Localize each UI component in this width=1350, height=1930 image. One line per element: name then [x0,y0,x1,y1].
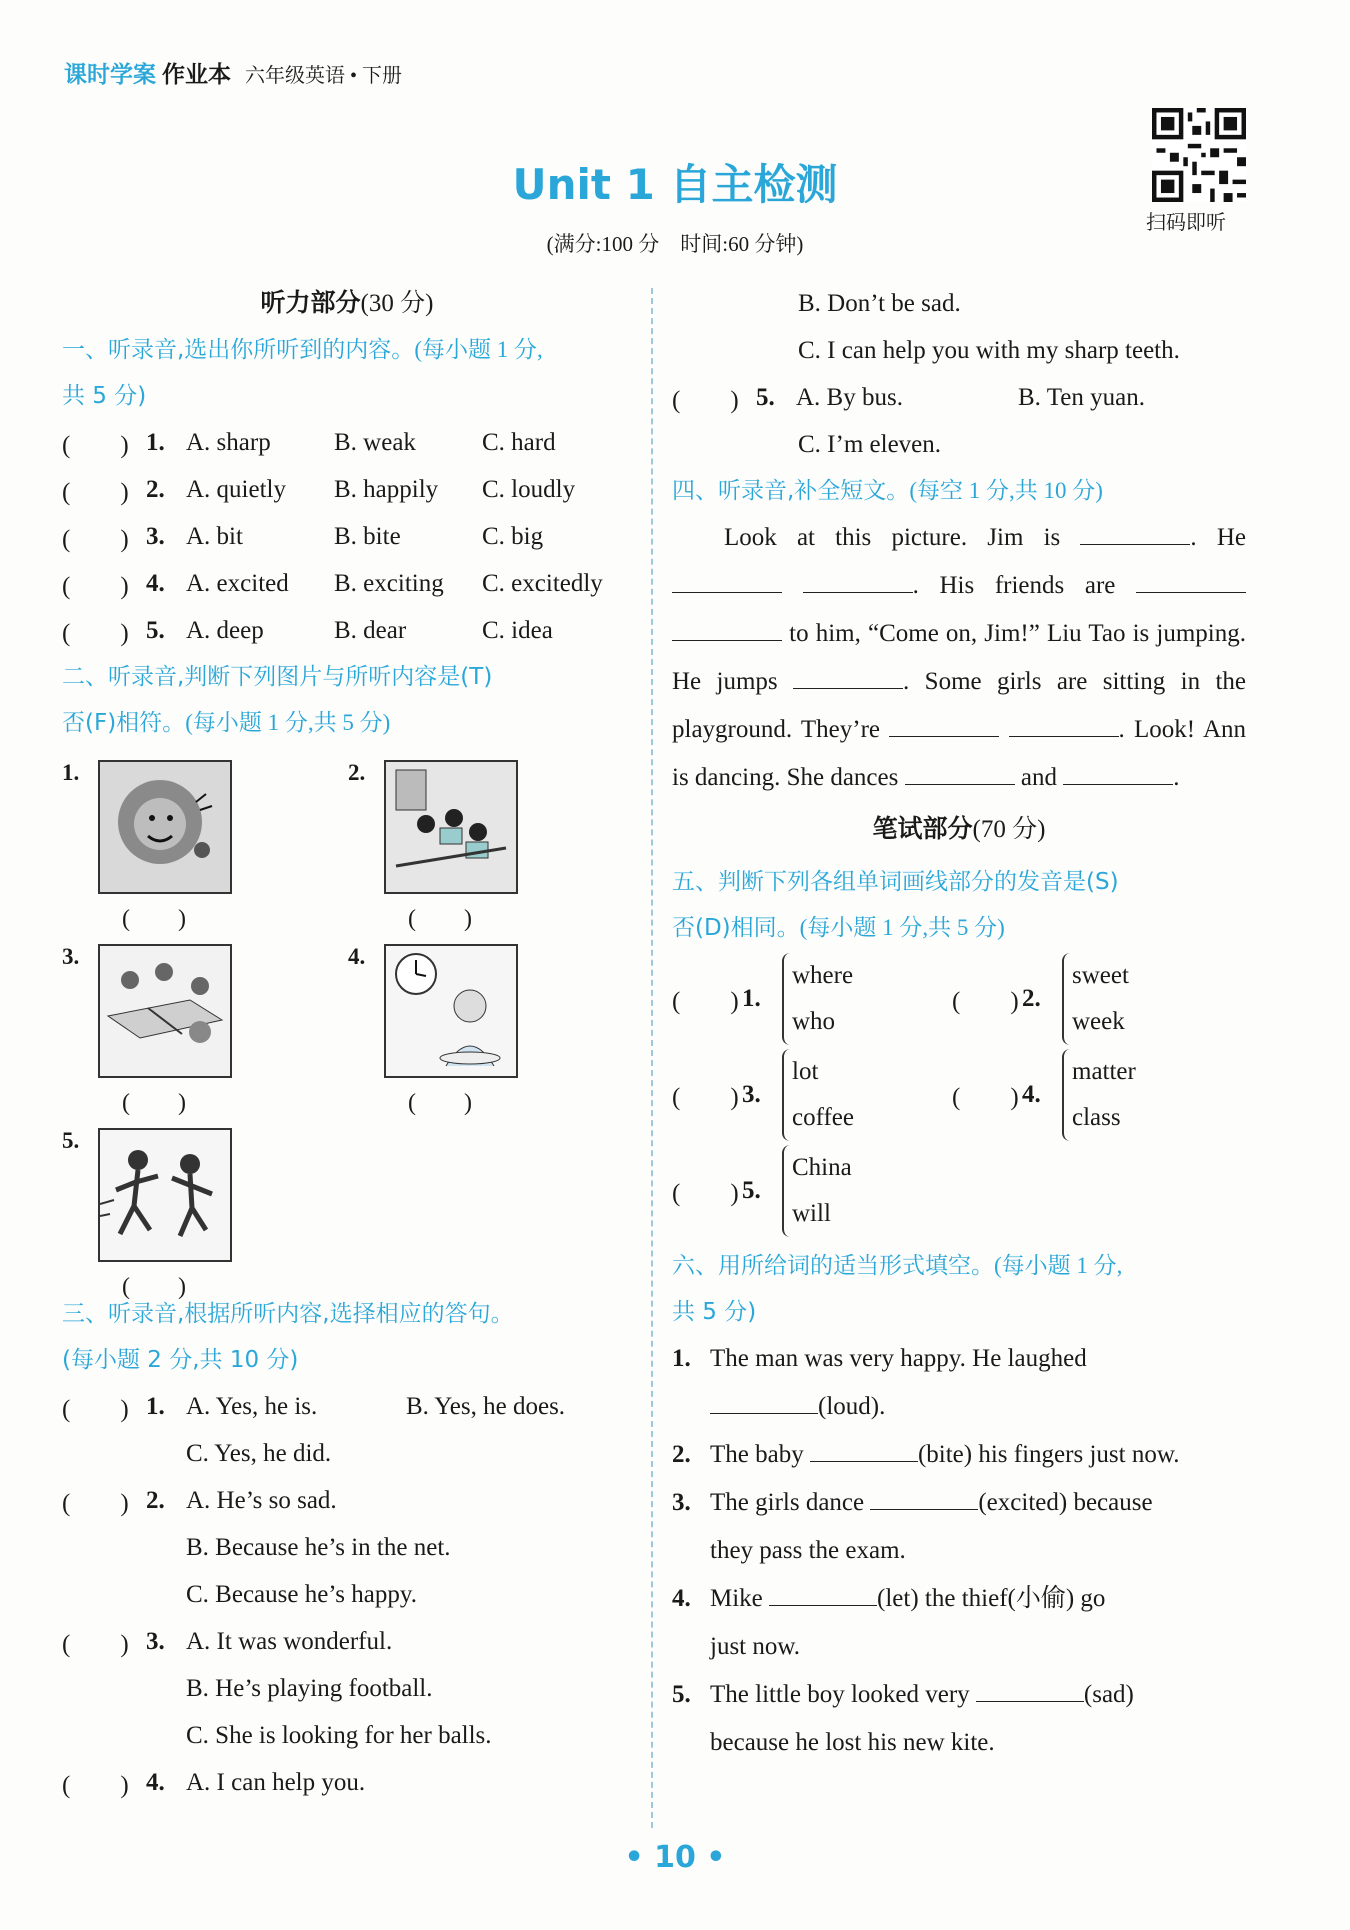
choice-option-row [62,1430,632,1477]
answer-blank[interactable]: ( ) [122,1090,186,1116]
fill-blank[interactable] [976,1675,1084,1702]
word: coffee [792,1104,854,1131]
option-b[interactable]: B. happily [334,475,439,503]
option-a[interactable]: A. quietly [186,475,286,503]
section-5-heading-cont: 否(D)相同。 [672,915,800,941]
question-number: 1. [146,428,165,456]
part-name: 笔试部分 [872,814,973,843]
option-a[interactable]: A. deep [186,616,264,644]
answer-blank[interactable]: ( ) [408,1090,472,1116]
question-number: 3. [742,1081,761,1108]
qr-code-icon[interactable] [1152,108,1246,202]
pronunciation-row [672,1047,1246,1143]
answer-blank[interactable]: ( ) [408,906,472,932]
section-4-title [672,468,1246,514]
fill-blank[interactable] [905,758,1015,785]
passage-text: . Some girls are sitting in the playground. They’re [672,668,1246,743]
answer-blank[interactable]: ( ) [62,431,129,459]
fill-blank[interactable] [1009,710,1119,737]
header [64,56,402,89]
section-3-note: (每小题 2 分,共 10 分) [62,1347,299,1373]
choice-question [62,607,632,654]
question-number: 1. [672,1345,691,1372]
fill-question [672,1431,1246,1479]
choice-question [62,419,632,466]
option-c[interactable]: C. Because he’s happy. [186,1580,417,1608]
page-number: • 10 • [624,1840,726,1875]
option-a[interactable]: A. excited [186,569,289,597]
column-divider [651,288,653,1828]
passage-text: and [1014,764,1064,791]
picture-number: 1. [62,760,80,785]
choice-option-row [62,1712,632,1759]
passage-text: to him, “Come on, Jim!” Liu Tao is jumping. He jumps [672,620,1246,695]
section-1-note: (每小题 1 分, [414,337,543,362]
option-b[interactable]: B. Because he’s in the net. [186,1533,451,1561]
part-points: (30 分) [360,290,434,317]
option-b[interactable]: B. dear [334,616,407,644]
word: week [1072,1008,1125,1035]
choice-option-row [672,421,1246,468]
question-number: 4. [146,1768,165,1796]
option-c[interactable]: C. I can help you with my sharp teeth. [798,336,1180,364]
answer-blank[interactable]: ( ) [62,1395,129,1423]
answer-blank[interactable]: ( ) [62,572,129,600]
answer-blank[interactable]: ( ) [672,1084,739,1111]
section-4-heading: 四、听录音,补全短文。 [672,478,910,504]
section-6-note: (每小题 1 分, [994,1253,1123,1278]
choice-option-row [62,1665,632,1712]
pronunciation-row [672,951,1246,1047]
pronunciation-row [672,1143,1246,1239]
question-text: (bite) his fingers just now. [917,1441,1180,1468]
answer-blank[interactable]: ( ) [62,1630,129,1658]
fill-blank[interactable] [793,662,903,689]
question-text: The baby [710,1441,810,1468]
fill-blank[interactable] [1136,566,1246,593]
fill-blank[interactable] [870,1483,978,1510]
answer-blank[interactable]: ( ) [952,1084,1019,1111]
page-title: Unit 1 自主检测 [512,160,838,209]
option-b[interactable]: B. He’s playing football. [186,1674,433,1702]
choice-question [62,1383,632,1430]
question-number: 2. [146,475,165,503]
question-number: 5. [756,383,775,411]
answer-blank[interactable]: ( ) [62,478,129,506]
boy-eating-clock-icon [384,944,518,1078]
question-text: The little boy looked very [710,1681,976,1708]
choice-question [62,466,632,513]
answer-blank[interactable]: ( ) [62,1771,129,1799]
section-3-title: 三、听录音,根据所听内容,选择相应的答句。 [62,1301,514,1327]
fill-blank[interactable] [672,566,782,593]
option-a[interactable]: A. By bus. [796,383,903,411]
choice-question [62,1618,632,1665]
question-text: (let) the thief(小偷) go [877,1585,1106,1612]
fill-question [672,1335,1246,1383]
option-c[interactable]: C. idea [482,616,553,644]
answer-blank[interactable]: ( ) [952,988,1019,1015]
fill-blank[interactable] [803,566,913,593]
question-number: 2. [1022,985,1041,1012]
word-pair [782,953,918,1045]
option-c[interactable]: C. I’m eleven. [798,430,942,458]
choice-question [62,560,632,607]
fill-blank[interactable] [1080,518,1190,545]
qr-caption: 扫码即听 [1146,212,1226,234]
section-1-title [62,327,632,373]
question-number: 4. [146,569,165,597]
option-a[interactable]: A. sharp [186,428,271,456]
option-b[interactable]: B. bite [334,522,401,550]
choice-question [62,1759,632,1806]
option-b[interactable]: B. Don’t be sad. [798,289,961,317]
option-b[interactable]: B. Yes, he does. [406,1392,566,1420]
option-c[interactable]: C. She is looking for her balls. [186,1721,492,1749]
word: will [792,1200,831,1227]
option-c[interactable]: C. excitedly [482,569,603,597]
answer-blank[interactable]: ( ) [672,988,739,1015]
section-1-items [62,419,632,654]
right-column [672,280,1246,1767]
passage-text: Look at this picture. Jim is [724,524,1081,551]
question-text: The girls dance [710,1489,871,1516]
choice-option-row [62,1571,632,1618]
fill-question [672,1671,1246,1719]
option-b[interactable]: B. exciting [334,569,444,597]
fill-blank[interactable] [1063,758,1173,785]
passage-text: . Look! Ann is dancing. She dances [672,716,1247,791]
choice-option-row [672,280,1246,327]
answer-blank[interactable]: ( ) [672,386,739,414]
question-text: The man was very happy. He laughed [710,1345,1087,1372]
section-6-title [672,1243,1246,1289]
choice-option-row [672,327,1246,374]
fill-question-cont: just now. [710,1633,801,1660]
question-text: (excited) because [978,1489,1153,1516]
word-pair [1062,953,1129,1045]
option-a[interactable]: A. bit [186,522,243,550]
brand-name: 课时学案 [64,62,156,88]
fill-blank[interactable] [810,1435,918,1462]
choice-question [672,374,1246,421]
picture-grid [62,746,632,1300]
option-c[interactable]: C. loudly [482,475,576,503]
fill-blank[interactable] [710,1387,818,1414]
section-1-heading: 一、听录音,选出你所听到的内容。 [62,337,415,363]
question-text: (sad) [1083,1681,1134,1708]
picture-number: 2. [348,760,366,785]
choice-question [62,1477,632,1524]
section-2-heading-cont: 否(F)相符。 [62,710,186,736]
answer-blank[interactable]: ( ) [62,1489,129,1517]
word: who [792,1008,836,1035]
word-pair [782,1049,918,1141]
fill-blank[interactable] [672,614,782,641]
section-5-title-cont [672,905,1246,951]
question-number: 2. [672,1441,691,1468]
book-subtitle: 六年级英语 • 下册 [245,65,403,87]
option-b[interactable]: B. weak [334,428,416,456]
question-number: 5. [742,1177,761,1204]
choice-question [62,513,632,560]
picture-number: 3. [62,944,80,969]
option-a[interactable]: A. I can help you. [186,1768,366,1796]
fill-question [672,1479,1246,1527]
question-text: (loud). [818,1393,886,1420]
fill-question [672,1575,1246,1623]
passage-text: . [1173,764,1180,791]
question-number: 3. [146,1627,165,1655]
question-number: 4. [1022,1081,1041,1108]
section-5-note: (每小题 1 分,共 5 分) [799,915,1005,940]
question-number: 3. [672,1489,691,1516]
option-c[interactable]: C. big [482,522,544,550]
children-running-icon [98,1128,232,1262]
question-number: 2. [146,1486,165,1514]
section-2-note: (每小题 1 分,共 5 分) [185,710,391,735]
word: where [792,962,854,989]
section-3-items [62,1383,632,1806]
fill-question-cont [672,1383,1246,1431]
fill-question-cont: they pass the exam. [710,1537,906,1564]
book-name: 作业本 [162,62,231,88]
option-a[interactable]: A. It was wonderful. [186,1627,393,1655]
section-2-title-cont [62,700,632,746]
question-number: 1. [742,985,761,1012]
question-number: 1. [146,1392,165,1420]
answer-blank[interactable]: ( ) [62,525,129,553]
exam-info: (满分:100 分 时间:60 分钟) [546,232,804,256]
answer-blank[interactable]: ( ) [122,1274,186,1300]
cloze-passage [672,514,1246,802]
fill-blank[interactable] [889,710,999,737]
section-6-heading: 六、用所给词的适当形式填空。 [672,1253,994,1279]
picture-number: 4. [348,944,366,969]
fill-question-cont: because he lost his new kite. [710,1729,995,1756]
answer-blank[interactable]: ( ) [122,906,186,932]
choice-option-row [62,1524,632,1571]
word: lot [792,1058,819,1085]
picture-number: 5. [62,1128,80,1153]
option-b[interactable]: B. Ten yuan. [1018,383,1145,411]
word-pair [782,1145,918,1237]
part-points: (70 分) [972,816,1046,843]
section-part-writing [672,806,1246,853]
fill-blank[interactable] [769,1579,877,1606]
question-number: 4. [672,1585,691,1612]
word: matter [1072,1058,1136,1085]
left-column [62,280,632,1806]
question-number: 5. [672,1681,691,1708]
word: class [1072,1104,1121,1131]
table-tennis-icon [98,944,232,1078]
option-a[interactable]: A. Yes, he is. [186,1392,318,1420]
section-1-note-cont: 共 5 分) [62,383,147,409]
part-name: 听力部分 [260,288,361,317]
answer-blank[interactable]: ( ) [62,619,129,647]
passage-text: . His friends are [912,572,1137,599]
option-a[interactable]: A. He’s so sad. [186,1486,337,1514]
lion-mouse-icon [98,760,232,894]
word: sweet [1072,962,1129,989]
option-c[interactable]: C. Yes, he did. [186,1439,332,1467]
fill-in-questions [672,1335,1246,1767]
passage-text: . He [1190,524,1246,551]
section-5-title: 五、判断下列各组单词画线部分的发音是(S) [672,869,1119,895]
section-2-title: 二、听录音,判断下列图片与所听内容是(T) [62,664,493,690]
section-6-note-cont: 共 5 分) [672,1299,757,1325]
section-4-note: (每空 1 分,共 10 分) [909,478,1103,503]
question-text: Mike [710,1585,770,1612]
question-number: 5. [146,616,165,644]
section-part-listening [62,280,632,327]
classroom-computers-icon [384,760,518,894]
answer-blank[interactable]: ( ) [672,1180,739,1207]
pronunciation-pairs [672,951,1246,1239]
word: China [792,1154,852,1181]
word-pair [1062,1049,1136,1141]
question-number: 3. [146,522,165,550]
option-c[interactable]: C. hard [482,428,556,456]
